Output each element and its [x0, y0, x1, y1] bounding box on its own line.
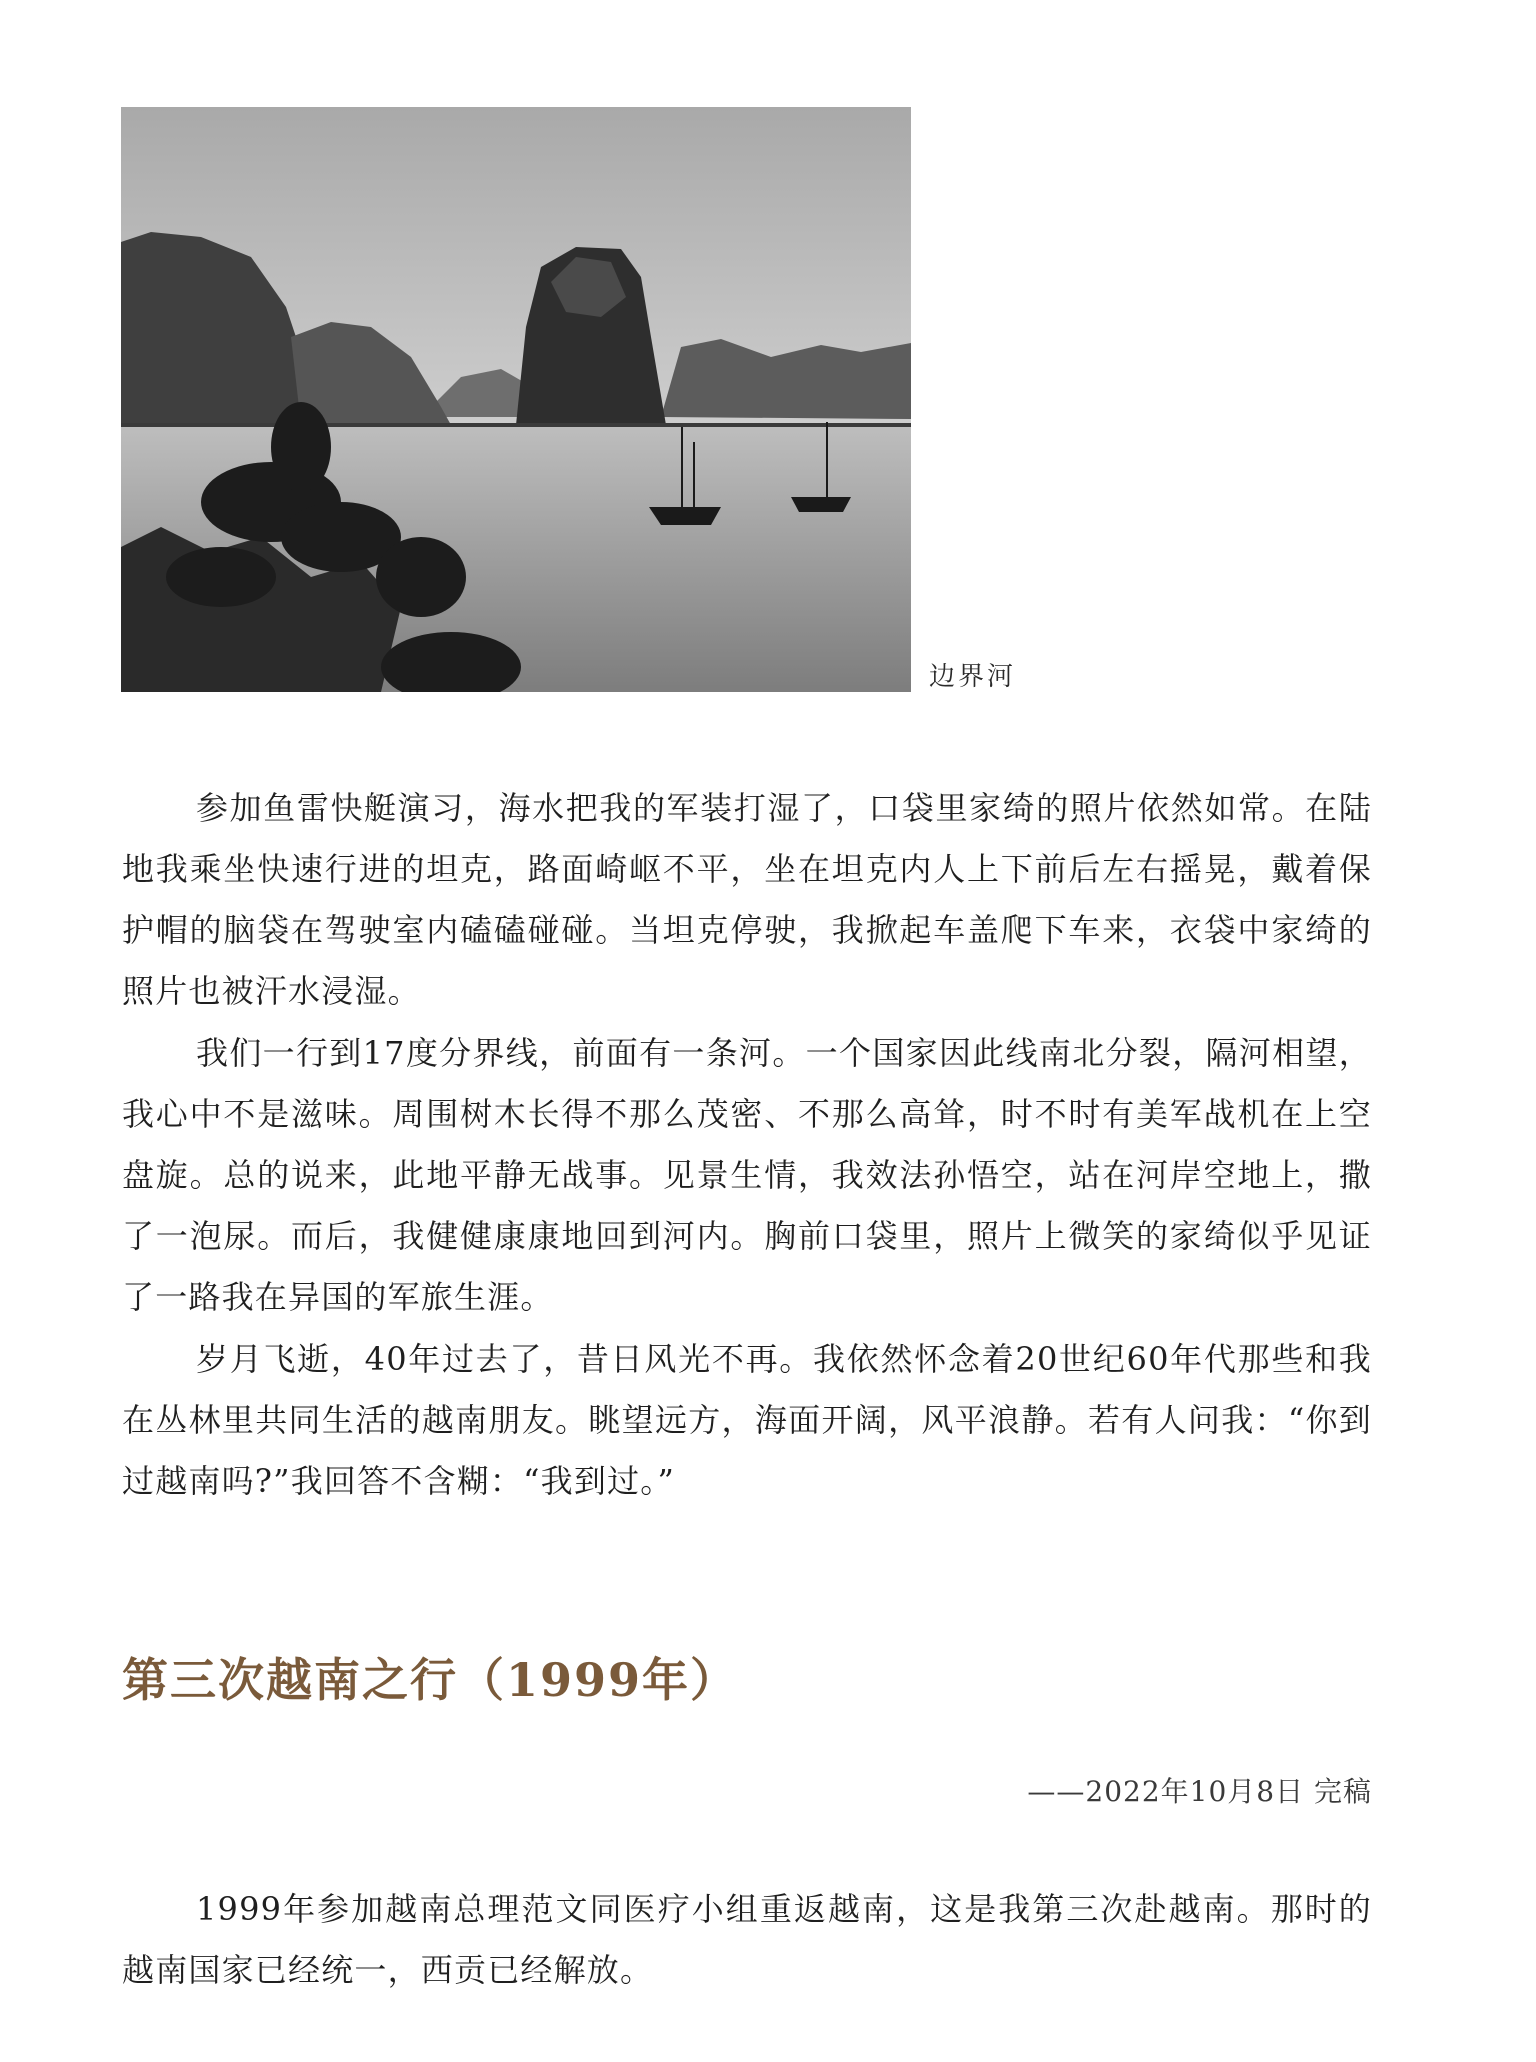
bay-scene-image: [121, 107, 911, 692]
section-paragraph: 1999年参加越南总理范文同医疗小组重返越南，这是我第三次赴越南。那时的越南国家已经统一，西贡已经解放。: [122, 1890, 1372, 1989]
landscape-photo: [121, 107, 911, 692]
body-paragraph-2: 我们一行到17度分界线，前面有一条河。一个国家因此线南北分裂，隔河相望，我心中不是滋味。周围树木长得不那么茂密、不那么高耸，时不时有美军战机在上空盘旋。总的说来，此地平静无战事。见景生情，我效法孙悟空，站在河岸空地上，撒了一泡尿。而后，我健健康康地回到河内。胸前口袋里，照片上微笑的家绮似乎见证了一路我在异国的军旅生涯。: [122, 1034, 1372, 1316]
section-heading: 第三次越南之行（1999年）: [122, 1653, 739, 1707]
completion-date: ——2022年10月8日 完稿: [1027, 1775, 1372, 1808]
photo-caption: 边界河: [929, 662, 1017, 692]
body-paragraph-1: 参加鱼雷快艇演习，海水把我的军装打湿了，口袋里家绮的照片依然如常。在陆地我乘坐快速行进的坦克，路面崎岖不平，坐在坦克内人上下前后左右摇晃，戴着保护帽的脑袋在驾驶室内磕磕碰碰。当坦克停驶，我掀起车盖爬下车来，衣袋中家绮的照片也被汗水浸湿。: [122, 789, 1372, 1010]
body-paragraph-3: 岁月飞逝，40年过去了，昔日风光不再。我依然怀念着20世纪60年代那些和我在丛林里共同生活的越南朋友。眺望远方，海面开阔，风平浪静。若有人问我：“你到过越南吗?”我回答不含糊：“我到过。”: [122, 1340, 1372, 1500]
